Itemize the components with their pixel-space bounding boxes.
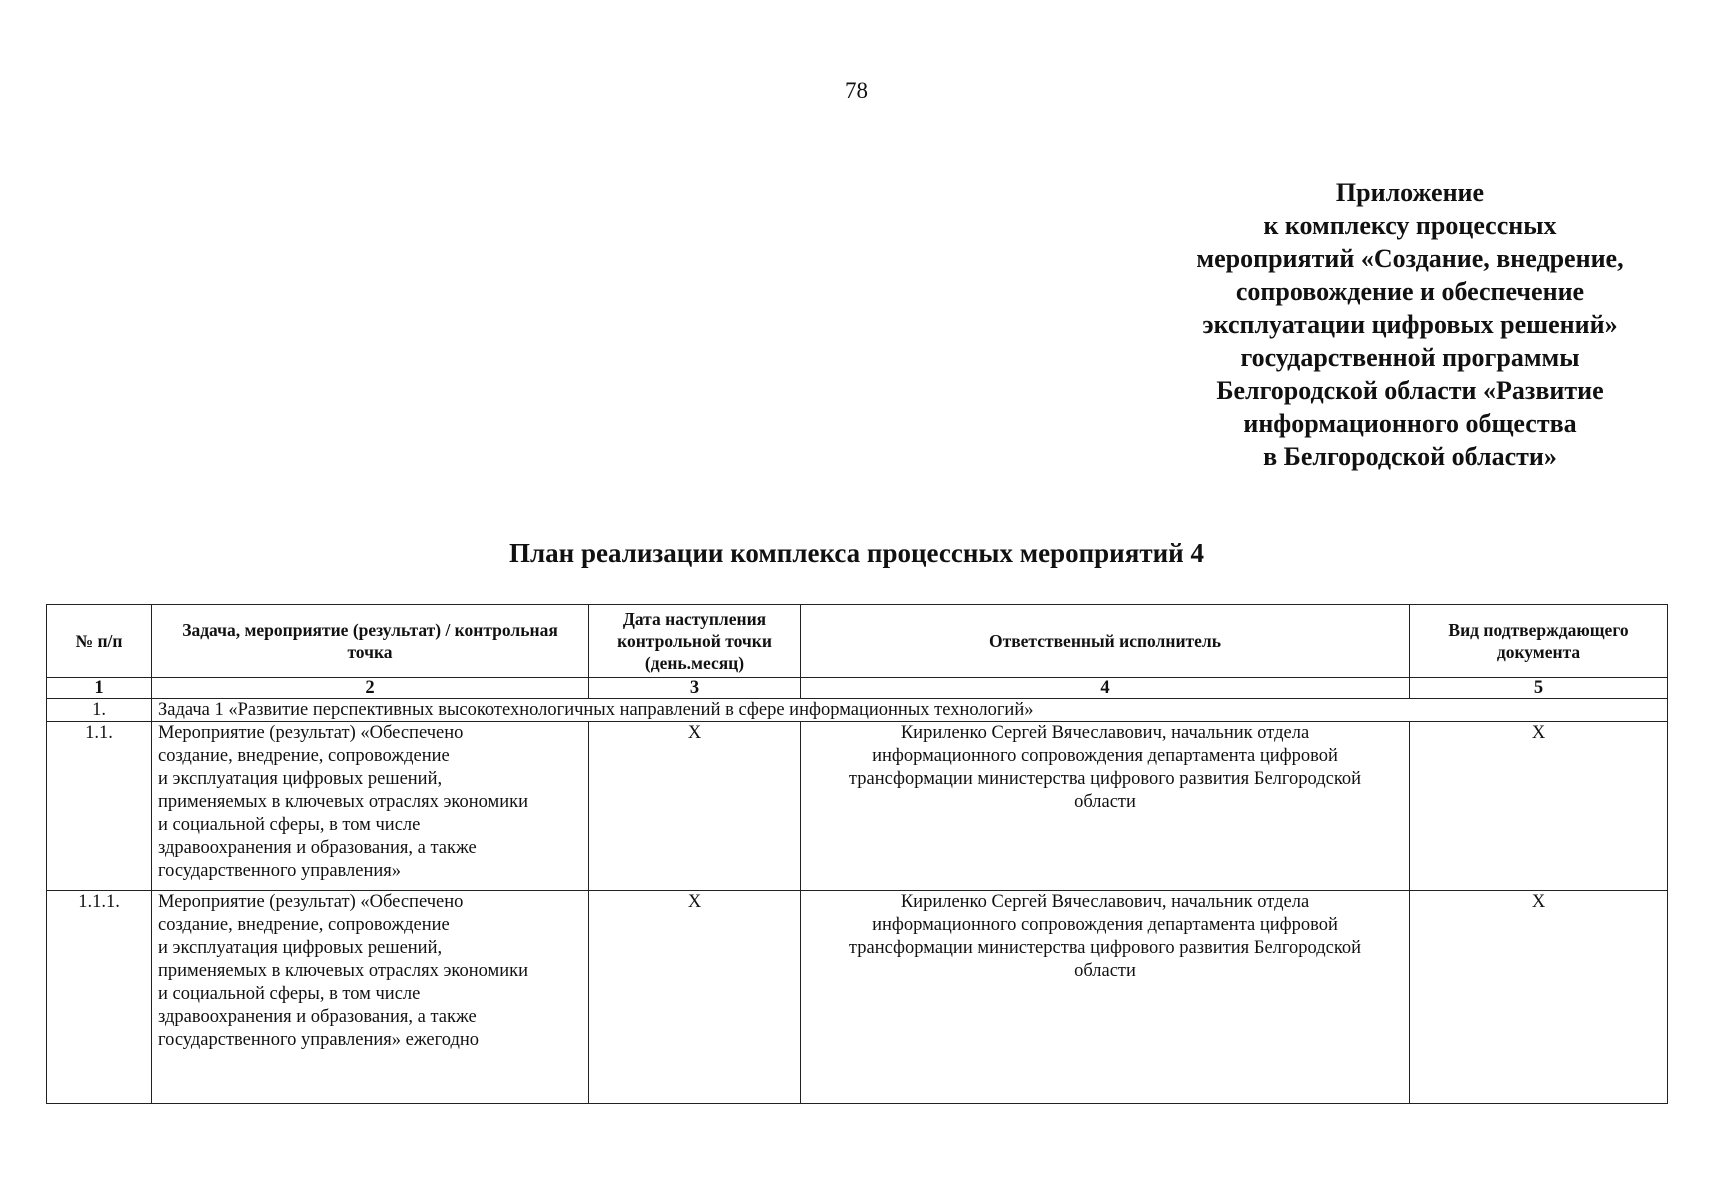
task-text: Задача 1 «Развитие перспективных высокотехнологичных направлений в сфере информационных технологий» [152, 699, 1668, 722]
appendix-line: информационного общества [1243, 409, 1577, 438]
column-number-row [47, 678, 1668, 699]
appendix-line: сопровождение и обеспечение [1235, 277, 1585, 306]
row-document: X [1410, 891, 1668, 1104]
row-date: X [589, 722, 801, 891]
appendix-line: Белгородской области «Развитие [1216, 376, 1604, 405]
appendix-line: в Белгородской области» [1263, 442, 1557, 471]
header-document: Вид подтверждающего документа [1410, 605, 1668, 678]
appendix-line: эксплуатации цифровых решений» [1202, 310, 1618, 339]
row-event: Мероприятие (результат) «Обеспечено создание, внедрение, сопровождение и эксплуатация цифровых решений, применяемых в ключевых отраслях экономики и социальной сферы, в том числе здравоохранения и образования, а также государственного управления» ежегодно [152, 891, 589, 1104]
row-num: 1.1.1. [47, 891, 152, 1104]
header-event: Задача, мероприятие (результат) / контрольная точка [152, 605, 589, 678]
row-document: X [1410, 722, 1668, 891]
appendix-heading [1150, 176, 1670, 473]
row-num: 1.1. [47, 722, 152, 891]
row-executor: Кириленко Сергей Вячеславович, начальник отдела информационного сопровождения департамента цифровой трансформации министерства цифрового развития Белгородской области [801, 722, 1410, 891]
row-date: X [589, 891, 801, 1104]
header-executor: Ответственный исполнитель [801, 605, 1410, 678]
task-row [47, 699, 1668, 722]
appendix-line: к комплексу процессных [1263, 211, 1557, 240]
table-header-row [47, 605, 1668, 678]
table-row [47, 891, 1668, 1104]
column-number: 2 [152, 678, 589, 699]
plan-table [46, 604, 1668, 1104]
page-number: 78 [845, 78, 868, 103]
column-number: 3 [589, 678, 801, 699]
task-num: 1. [47, 699, 152, 722]
appendix-line: Приложение [1335, 178, 1485, 207]
appendix-line: мероприятий «Создание, внедрение, [1196, 244, 1624, 273]
column-number: 5 [1410, 678, 1668, 699]
appendix-line: государственной программы [1240, 343, 1580, 372]
column-number: 1 [47, 678, 152, 699]
column-number: 4 [801, 678, 1410, 699]
row-event: Мероприятие (результат) «Обеспечено создание, внедрение, сопровождение и эксплуатация цифровых решений, применяемых в ключевых отраслях экономики и социальной сферы, в том числе здравоохранения и образования, а также государственного управления» [152, 722, 589, 891]
header-date: Дата наступления контрольной точки (день.месяц) [589, 605, 801, 678]
row-executor: Кириленко Сергей Вячеславович, начальник отдела информационного сопровождения департамента цифровой трансформации министерства цифрового развития Белгородской области [801, 891, 1410, 1104]
header-num: № п/п [47, 605, 152, 678]
table-row [47, 722, 1668, 891]
plan-title: План реализации комплекса процессных мероприятий 4 [509, 538, 1204, 568]
